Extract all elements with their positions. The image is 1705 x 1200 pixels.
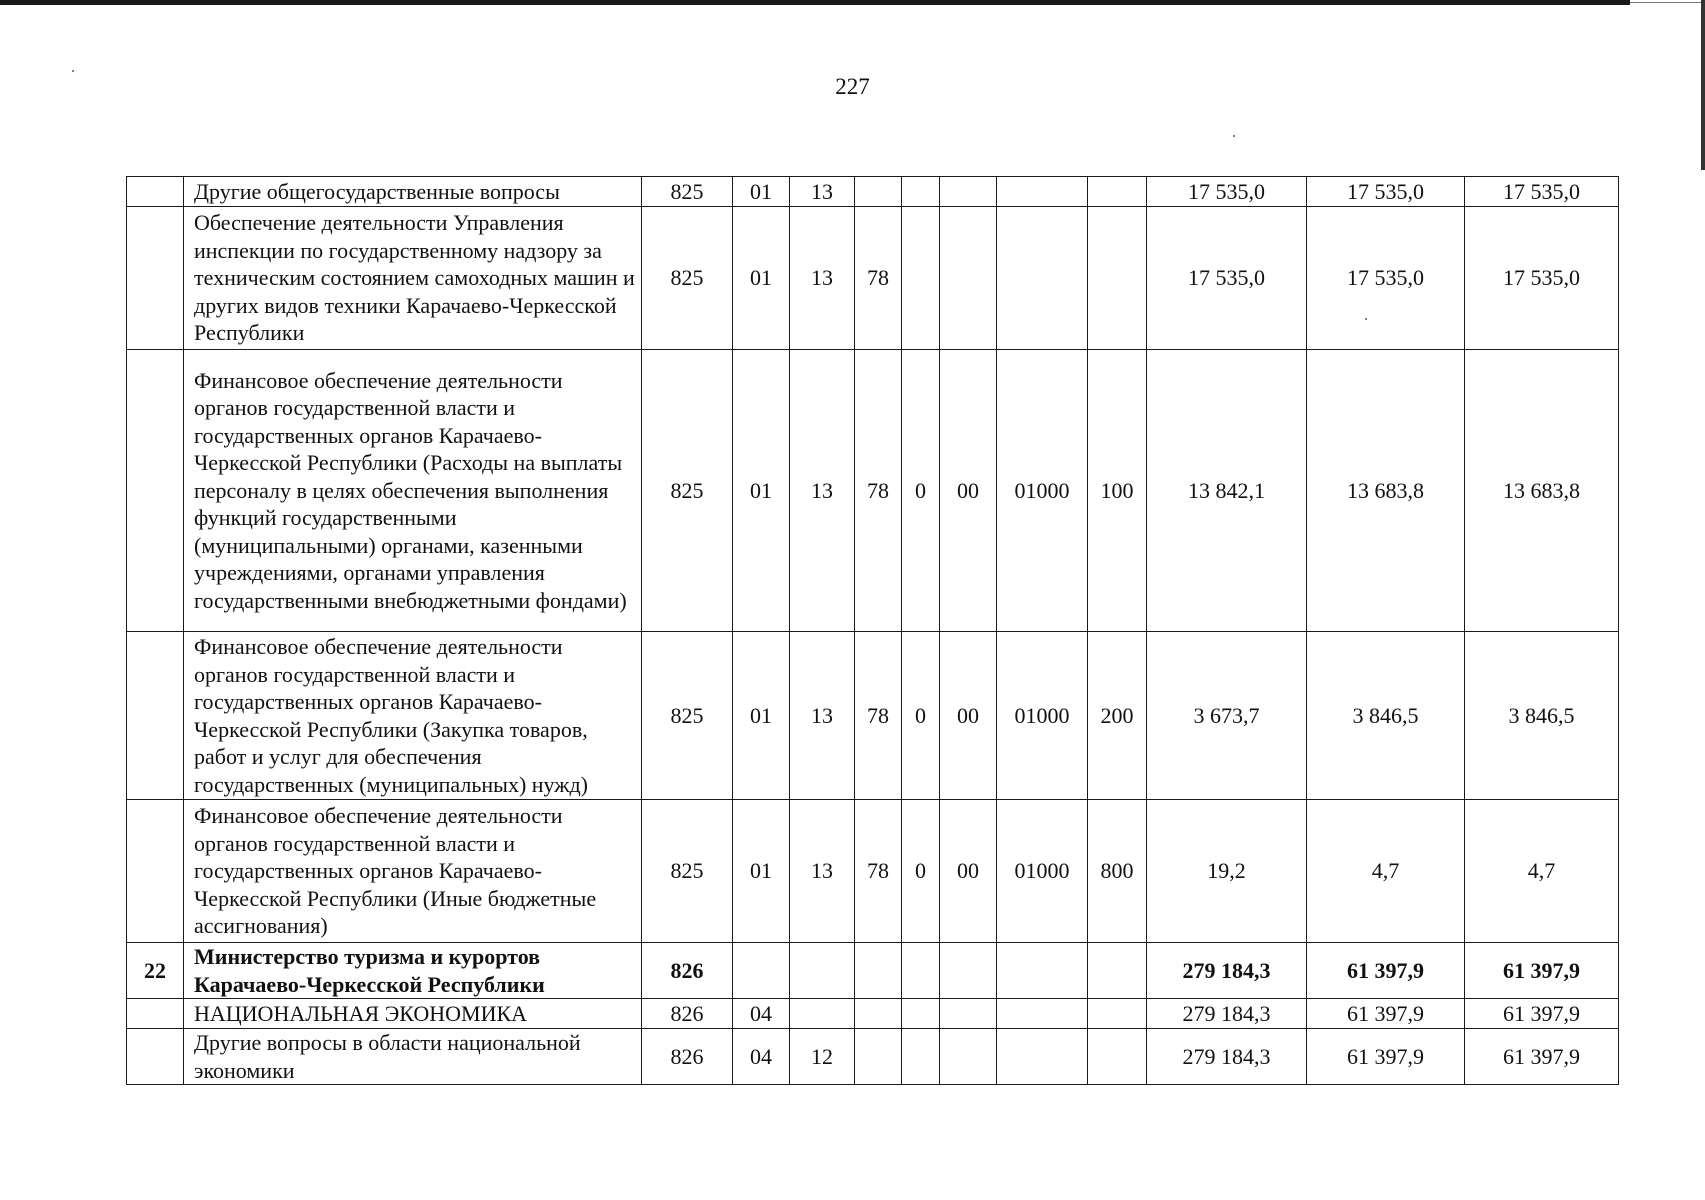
amount-year-1: 279 184,3 [1147,999,1307,1029]
amount-year-3: 13 683,8 [1465,350,1619,632]
code-target-main-event [940,207,997,350]
row-number: 22 [127,943,184,999]
row-name: Министерство туризма и курортов Карачаево-Черкесской Республики [184,943,642,999]
code-target-program [855,943,902,999]
code-expense-type [1088,943,1147,999]
amount-year-1: 3 673,7 [1147,632,1307,800]
table-row [127,943,1619,999]
code-section: 04 [733,1029,790,1085]
row-name: Финансовое обеспечение деятельности органов государственной власти и государственных органов Карачаево-Черкесской Республики (Расходы на выплаты персоналу в целях обеспечения выполнения функций государственными (муниципальными) органами, казенными учреждениями, органами управления государственными внебюджетными фондами) [184,350,642,632]
row-number [127,999,184,1029]
code-target-subprogram: 0 [902,632,940,800]
code-subsection: 13 [790,350,855,632]
scan-speck [72,70,74,72]
code-target-direction: 01000 [997,632,1088,800]
row-name: Обеспечение деятельности Управления инспекции по государственному надзору за техническим состоянием самоходных машин и других видов техники Карачаево-Черкесской Республики [184,207,642,350]
code-section: 01 [733,800,790,943]
code-expense-type [1088,177,1147,207]
code-target-main-event [940,999,997,1029]
row-number [127,350,184,632]
amount-year-2: 17 535,0 [1307,177,1465,207]
code-target-direction: 01000 [997,350,1088,632]
code-ministry: 826 [642,1029,733,1085]
table-row [127,800,1619,943]
code-target-program [855,177,902,207]
code-target-subprogram [902,999,940,1029]
amount-year-2: 61 397,9 [1307,999,1465,1029]
code-target-subprogram [902,207,940,350]
code-target-direction [997,943,1088,999]
amount-year-3: 61 397,9 [1465,1029,1619,1085]
code-target-program: 78 [855,800,902,943]
amount-year-2: 4,7 [1307,800,1465,943]
scan-speck [1233,135,1235,137]
table-row [127,999,1619,1029]
row-name: Другие общегосударственные вопросы [184,177,642,207]
code-expense-type [1088,999,1147,1029]
code-target-subprogram: 0 [902,800,940,943]
amount-year-3: 17 535,0 [1465,177,1619,207]
scan-top-border-thin [1630,2,1705,3]
code-subsection: 12 [790,1029,855,1085]
amount-year-2: 17 535,0 [1307,207,1465,350]
code-expense-type: 800 [1088,800,1147,943]
code-target-main-event: 00 [940,350,997,632]
code-ministry: 825 [642,177,733,207]
row-name: Финансовое обеспечение деятельности органов государственной власти и государственных органов Карачаево-Черкесской Республики (Иные бюджетные ассигнования) [184,800,642,943]
code-target-subprogram: 0 [902,350,940,632]
table-row [127,350,1619,632]
code-ministry: 826 [642,999,733,1029]
code-target-main-event: 00 [940,800,997,943]
code-target-program: 78 [855,350,902,632]
amount-year-2: 3 846,5 [1307,632,1465,800]
code-target-subprogram [902,177,940,207]
amount-year-1: 13 842,1 [1147,350,1307,632]
row-name: Другие вопросы в области национальной экономики [184,1029,642,1085]
code-expense-type [1088,207,1147,350]
code-target-program [855,1029,902,1085]
amount-year-3: 4,7 [1465,800,1619,943]
code-subsection [790,943,855,999]
code-subsection: 13 [790,632,855,800]
code-ministry: 826 [642,943,733,999]
code-ministry: 825 [642,632,733,800]
code-expense-type: 100 [1088,350,1147,632]
code-target-direction [997,207,1088,350]
code-target-main-event [940,943,997,999]
row-number [127,1029,184,1085]
code-subsection: 13 [790,800,855,943]
row-number [127,207,184,350]
page-number: 227 [835,74,870,99]
code-target-program: 78 [855,207,902,350]
code-target-main-event [940,1029,997,1085]
code-subsection: 13 [790,207,855,350]
amount-year-3: 61 397,9 [1465,999,1619,1029]
table-row [127,207,1619,350]
row-name: Финансовое обеспечение деятельности органов государственной власти и государственных органов Карачаево-Черкесской Республики (Закупка товаров, работ и услуг для обеспечения государственных (муниципальных) нужд) [184,632,642,800]
code-target-direction [997,999,1088,1029]
code-target-main-event: 00 [940,632,997,800]
code-section: 01 [733,350,790,632]
code-section: 01 [733,177,790,207]
code-section: 01 [733,207,790,350]
code-target-program: 78 [855,632,902,800]
budget-table [126,176,1619,1085]
amount-year-1: 279 184,3 [1147,1029,1307,1085]
amount-year-3: 17 535,0 [1465,207,1619,350]
code-target-program [855,999,902,1029]
table-row [127,177,1619,207]
amount-year-1: 279 184,3 [1147,943,1307,999]
amount-year-1: 17 535,0 [1147,207,1307,350]
table-row [127,1029,1619,1085]
code-target-main-event [940,177,997,207]
code-target-subprogram [902,943,940,999]
code-expense-type [1088,1029,1147,1085]
code-ministry: 825 [642,800,733,943]
code-ministry: 825 [642,207,733,350]
amount-year-3: 3 846,5 [1465,632,1619,800]
row-number [127,800,184,943]
code-section: 04 [733,999,790,1029]
amount-year-2: 61 397,9 [1307,943,1465,999]
code-target-subprogram [902,1029,940,1085]
code-ministry: 825 [642,350,733,632]
code-section [733,943,790,999]
amount-year-3: 61 397,9 [1465,943,1619,999]
row-number [127,177,184,207]
code-target-direction [997,177,1088,207]
code-expense-type: 200 [1088,632,1147,800]
amount-year-1: 19,2 [1147,800,1307,943]
amount-year-1: 17 535,0 [1147,177,1307,207]
amount-year-2: 61 397,9 [1307,1029,1465,1085]
budget-table-body [127,177,1619,1085]
code-section: 01 [733,632,790,800]
amount-year-2: 13 683,8 [1307,350,1465,632]
code-subsection: 13 [790,177,855,207]
code-subsection [790,999,855,1029]
row-number [127,632,184,800]
code-target-direction [997,1029,1088,1085]
row-name: НАЦИОНАЛЬНАЯ ЭКОНОМИКА [184,999,642,1029]
code-target-direction: 01000 [997,800,1088,943]
table-row [127,632,1619,800]
scan-top-border [0,0,1630,5]
